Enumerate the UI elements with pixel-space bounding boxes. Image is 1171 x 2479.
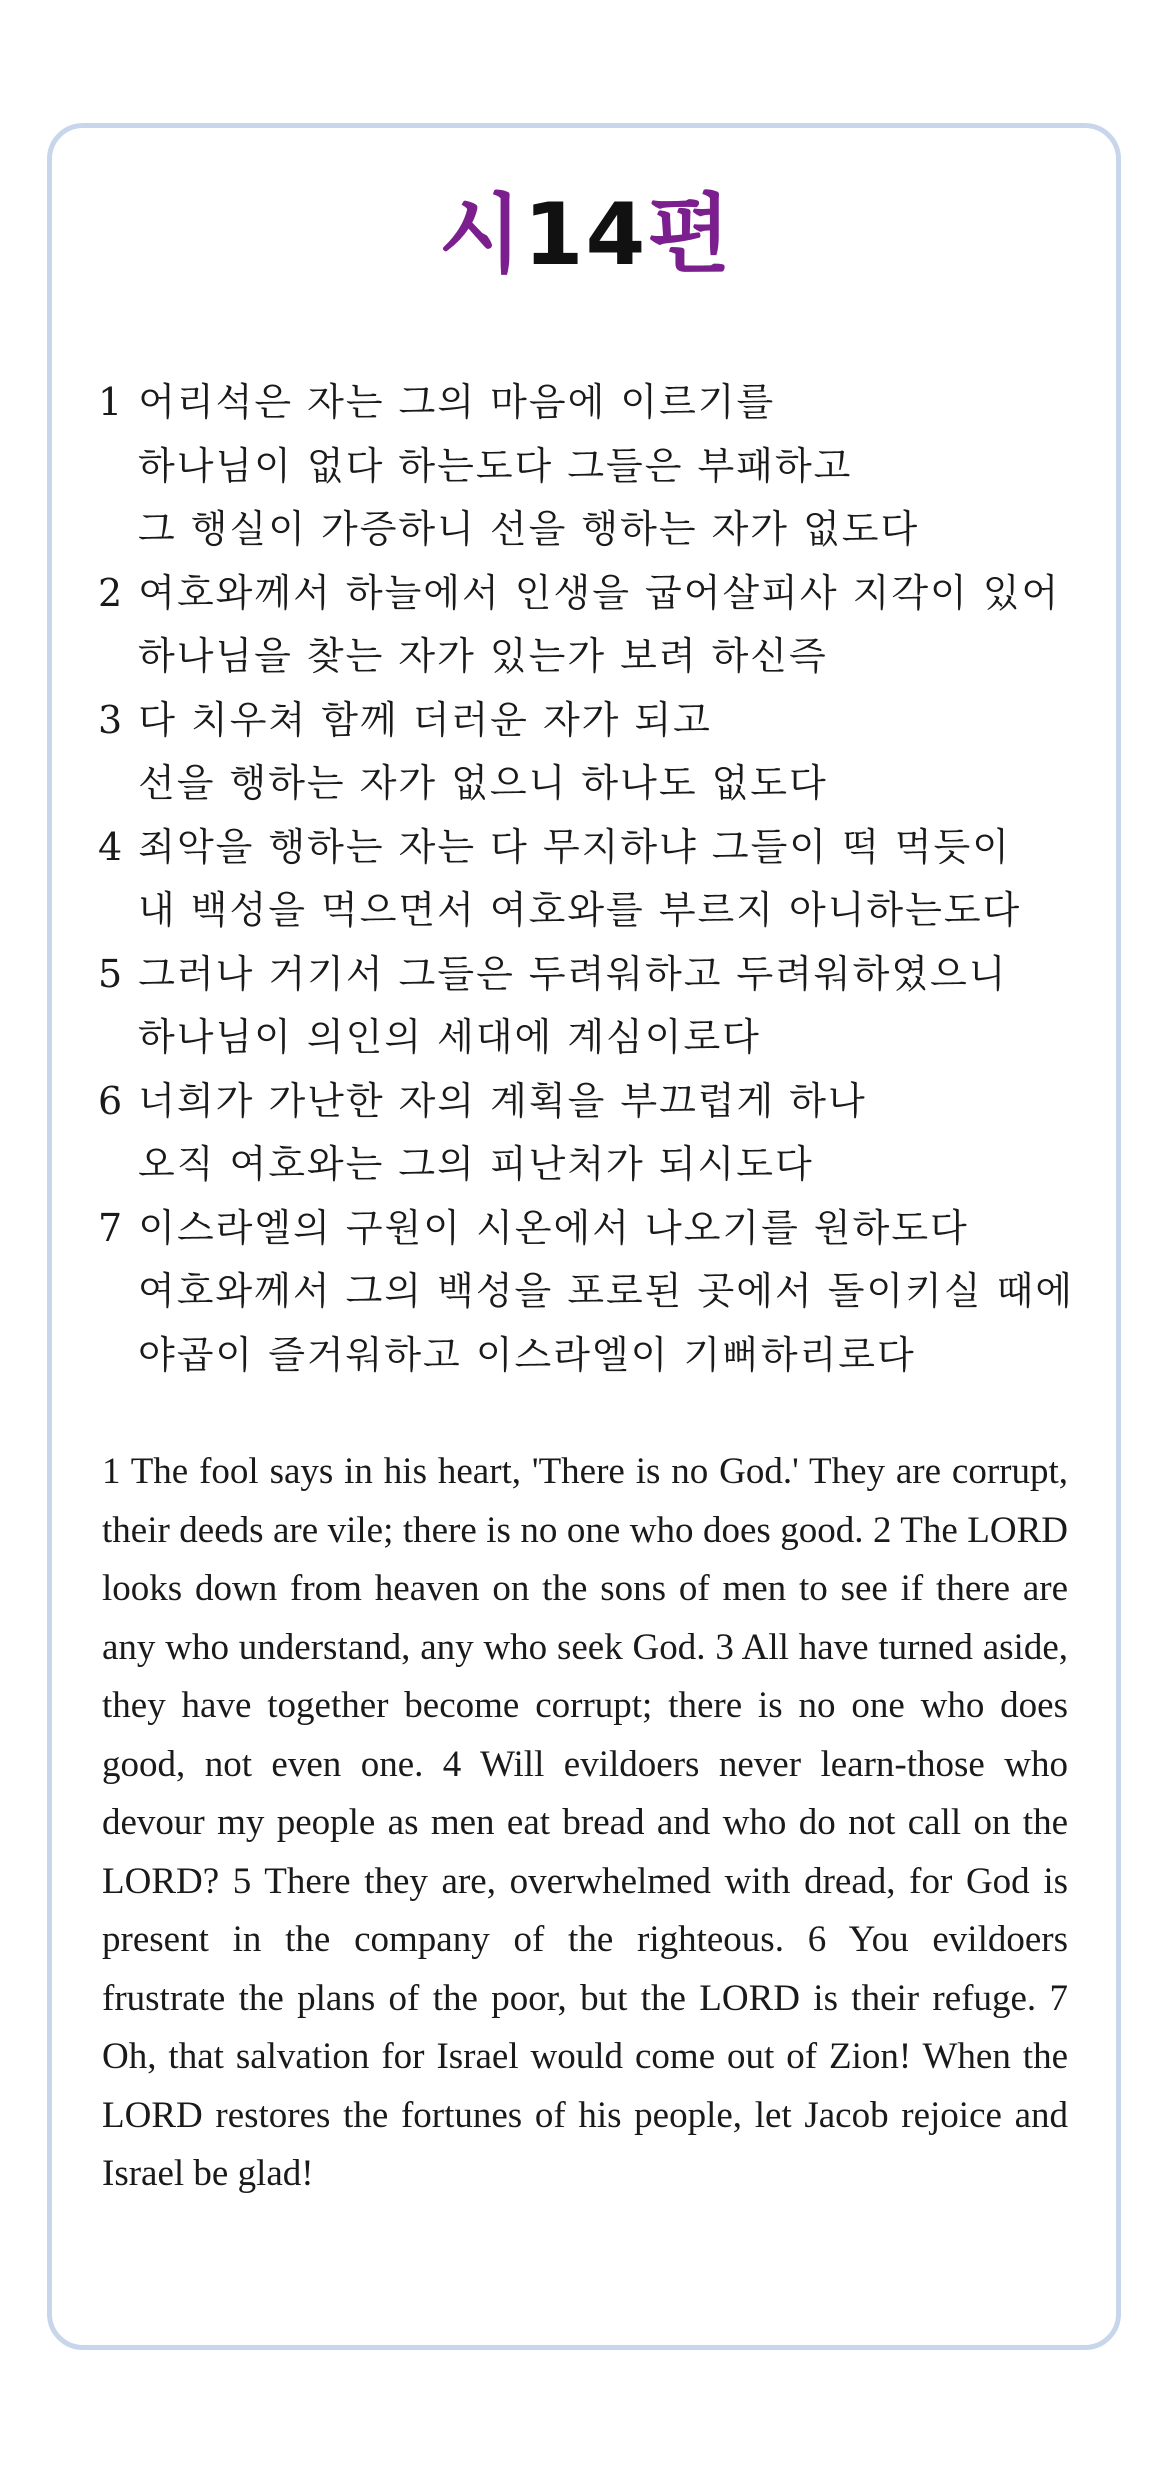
- verse-continuation-line: 하나님을 찾는 자가 있는가 보려 하신즉: [138, 634, 828, 678]
- verse-continuation-line: 하나님이 없다 하는도다 그들은 부패하고: [138, 443, 853, 488]
- verse-line: 4 죄악을 행하는 자는 다 무지하냐 그들이 떡 먹듯이: [98, 824, 1011, 869]
- verse-continuation-line: 여호와께서 그의 백성을 포로된 곳에서 돌이키실 때에: [138, 1269, 1075, 1313]
- verse-line: 3 다 치우쳐 함께 더러운 자가 되고: [98, 697, 712, 742]
- verse-continuation-line: 그 행실이 가증하니 선을 행하는 자가 없도다: [138, 507, 920, 551]
- verse-line: 1 어리석은 자는 그의 마음에 이르기를: [98, 380, 776, 424]
- verse-line: 6 너희가 가난한 자의 계획을 부끄럽게 하나: [98, 1078, 867, 1123]
- verse-line: 5 그러나 거기서 그들은 두려워하고 두려워하였으니: [98, 951, 1008, 996]
- english-verses: 1 The fool says in his heart, 'There is no God.' They are corrupt, their deeds are vile; there is no one who does good. 2 The LORD looks down from heaven on the sons of men to see if there are any who understand, any who seek God. 3 All have turned aside, they have together become corrupt; there is no one who does good, not even one. 4 Will evildoers never learn-those who devour my people as men eat bread and who do not call on the LORD? 5 There they are, overwhelmed with dread, for God is present in the company of the righteous. 6 You evildoers frustrate the plans of the poor, but the LORD is their refuge. 7 Oh, that salvation for Israel would come out of Zion! When the LORD restores the fortunes of his people, let Jacob rejoice and Israel be glad!: [102, 1451, 1068, 2194]
- verse-line: 2 여호와께서 하늘에서 인생을 굽어살피사 지각이 있어: [98, 570, 1061, 615]
- verse-continuation-line: 내 백성을 먹으면서 여호와를 부르지 아니하는도다: [138, 888, 1022, 932]
- verse-continuation-line: 오직 여호와는 그의 피난처가 되시도다: [138, 1142, 814, 1186]
- korean-verses: [98, 371, 1098, 1387]
- title-suffix: 편: [647, 185, 733, 285]
- title-number: 14: [523, 185, 648, 285]
- page-title: [0, 185, 1171, 285]
- verse-line: 7 이스라엘의 구원이 시온에서 나오기를 원하도다: [98, 1205, 969, 1250]
- verse-continuation-line: 하나님이 의인의 세대에 계심이로다: [138, 1015, 761, 1059]
- verse-continuation-line: 선을 행하는 자가 없으니 하나도 없도다: [138, 761, 828, 805]
- verse-continuation-line: 야곱이 즐거워하고 이스라엘이 기뻐하리로다: [138, 1332, 916, 1377]
- title-prefix: 시: [438, 185, 524, 285]
